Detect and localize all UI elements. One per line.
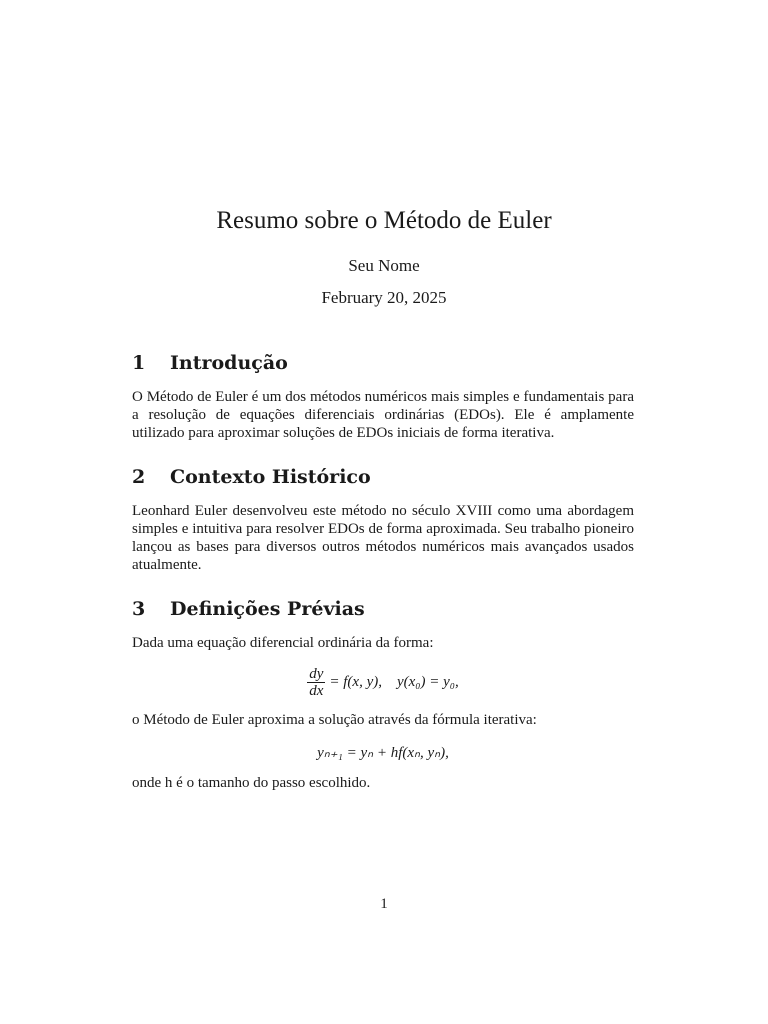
section-paragraph: Leonhard Euler desenvolveu este método no século XVIII como uma abordagem simples e intuitiva para resolver EDOs de forma aproximada. Seu trabalho pioneiro lançou as bases para diversos outros métodos numéricos mais avançados usados atualmente. <box>132 503 634 573</box>
ode-equation <box>132 666 634 699</box>
page-number: 1 <box>380 896 388 912</box>
section-number: 2 <box>132 466 146 488</box>
section-title: Contexto Histórico <box>170 466 371 488</box>
section-number: 3 <box>132 598 146 620</box>
section-middle-paragraph: o Método de Euler aproxima a solução através da fórmula iterativa: <box>132 712 537 728</box>
section-introducao <box>132 350 634 442</box>
section-title: Definições Prévias <box>170 598 365 620</box>
section-number: 1 <box>132 352 146 374</box>
document-title: Resumo sobre o Método de Euler <box>216 207 552 234</box>
section-heading <box>132 350 634 376</box>
section-outro-paragraph: onde h é o tamanho do passo escolhido. <box>132 775 371 791</box>
section-contexto-historico <box>132 464 634 574</box>
euler-formula <box>132 743 634 762</box>
section-title: Introdução <box>170 352 288 374</box>
euler-formula-text: yₙ₊₁ = yₙ + hf(xₙ, yₙ), <box>317 745 449 761</box>
title-block <box>0 205 768 309</box>
section-intro-paragraph: Dada uma equação diferencial ordinária da forma: <box>132 635 434 651</box>
section-paragraph: O Método de Euler é um dos métodos numéricos mais simples e fundamentais para a resolução de equações diferenciais ordinárias (EDOs). Ele é amplamente utilizado para aproximar soluções de EDOs iniciais de forma iterativa. <box>132 389 634 441</box>
fraction-denominator: dx <box>309 683 324 699</box>
section-heading <box>132 596 634 622</box>
section-heading <box>132 464 634 490</box>
fraction-numerator: dy <box>309 666 324 682</box>
document-author: Seu Nome <box>348 256 420 275</box>
derivative-fraction <box>307 666 325 699</box>
document-date: February 20, 2025 <box>321 288 447 307</box>
section-definicoes-previas <box>132 596 634 792</box>
document-body <box>132 350 634 792</box>
equation-rhs: = f(x, y), y(x₀) = y₀, <box>329 674 459 690</box>
